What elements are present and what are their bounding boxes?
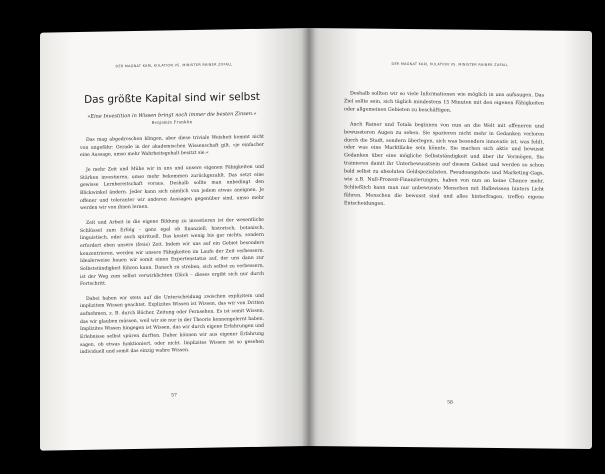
page-number: 58 (447, 400, 453, 406)
open-book (40, 28, 588, 446)
paragraph: Zeit und Arbeit in die eigene Bildung zu investieren ist der wesentliche Schlüssel zum Erfolg – ganz egal ob finanziell, historisch, botanisch, linguistisch, oder auch spirituell. Das kostet wenig bis gar nichts, sondern erfordert eben unsere (freie) Zeit. Indem wir uns auf ein Gebiet besonders konzentrieren, werden wir unsere Fähigkeiten im Laufe der Zeit verbessern. Idealerweise bauen wir somit einen Expertenstatus auf, der uns dann zur Selbstständigkeit führen kann. Danach zu streben, sich selbst zu verbessern, ist der Weg zum selbst verwirklichten Glück – dieses ergibt sich nur durch Fortschritt. (80, 217, 264, 288)
running-head: DER MAGNAT KARL KULATION VS. MINISTER RAINER ZUFALL (391, 61, 509, 68)
paragraph: Deshalb sollten wir so viele Informationen wie möglich in uns aufsaugen. Das Ziel sollte sein, sich täglich mindestens 15 Minuten mit den eigenen Fähigkeiten oder allgemeinen Gebieten zu beschäftigen. (344, 91, 544, 114)
left-page-content (80, 87, 264, 364)
paragraph: Je mehr Zeit und Mühe wir in uns und unsere eigenen Fähigkeiten und Stärken investieren, umso mehr bekommen zurückgezahlt. Das setzt eine gewisse Lernbereitschaft voraus. Deshalb sollte man unbedingt den Blickwinkel ändern. Jeder kann sich nämlich von jedem etwas aneignen. Je offener und toleranter wir anderen Aussagen gegenüber sind, umso mehr werden wir von ihnen lernen. (80, 164, 264, 212)
left-page (40, 28, 308, 451)
paragraph: Dabei haben wir stets auf die Unterscheidung zwischen explizitem und implizitem Wissen geachtet. Explizites Wissen ist Wissen, das wir von Dritten aufnehmen, z. B. durch Bücher, Zeitung oder Fernsehen. Es ist somit Wissen, das wir glauben müssen, weil wir sie nur in der Theorie kennengelernt haben. Implizites Wissen hingegen ist Wissen, das wir durch eigene Erfahrungen und Erlebnisse selbst spüren durften. Daher können wir aus eigener Erfahrung sagen, ob etwas funktioniert, oder nicht. Implizites Wissen ist so gesehen individuell und somit das einzig wahre Wissen. (80, 293, 264, 356)
running-head: DER MAGNAT KARL KULATION VS. MINISTER RAINER ZUFALL (115, 62, 233, 69)
right-page (308, 28, 592, 449)
epigraph-quote: »Eine Investition in Wissen bringt noch immer die besten Zinsen.« (87, 110, 257, 120)
right-page-content (344, 90, 544, 217)
page-number: 57 (171, 393, 177, 399)
epigraph-author: Benjamin Franklin (151, 119, 193, 125)
paragraph: Das mag abgedroschen klingen, aber diese triviale Weisheit kommt nicht von ungefähr: Gerade in der akademischen Wissenschaft gilt, »je einfacher eine Aussage, umso mehr Wahrheitsgehalt besitzt sie.« (80, 134, 264, 159)
chapter-title: Das größte Kapital sind wir selbst (84, 90, 260, 106)
paragraph: Auch Rainer und Totala beginnen von nun an die Welt mit offeneren und bewussteren Augen zu sehen. Sie spazieren nicht mehr in Gedanken verloren durch die Stadt, sondern überlegen, sich was besonders innovativ ist, was fehlt, oder was eine Marktlücke sein könnte. Sie machen sich aktiv und bewusst Gedanken über eine mögliche Selbstständigkeit und über ihr Vermögen. Sie trainieren damit ihr Unterbewusstsein auf diesem Gebiet und werden so schon bald selbst zu absoluten Geldspezialisten. Pseudoangebote und Marketing-Gags, wie z.B. Null-Prozent-Finanzierungen, haben von nun an keine Chance mehr. Schließlich kann man nur unbewusste Menschen mit Halbwissen hinters Licht führen. Menschen die bewusst sind und alles hinterfragen, treffen eigene Entscheidungen. (344, 122, 544, 207)
